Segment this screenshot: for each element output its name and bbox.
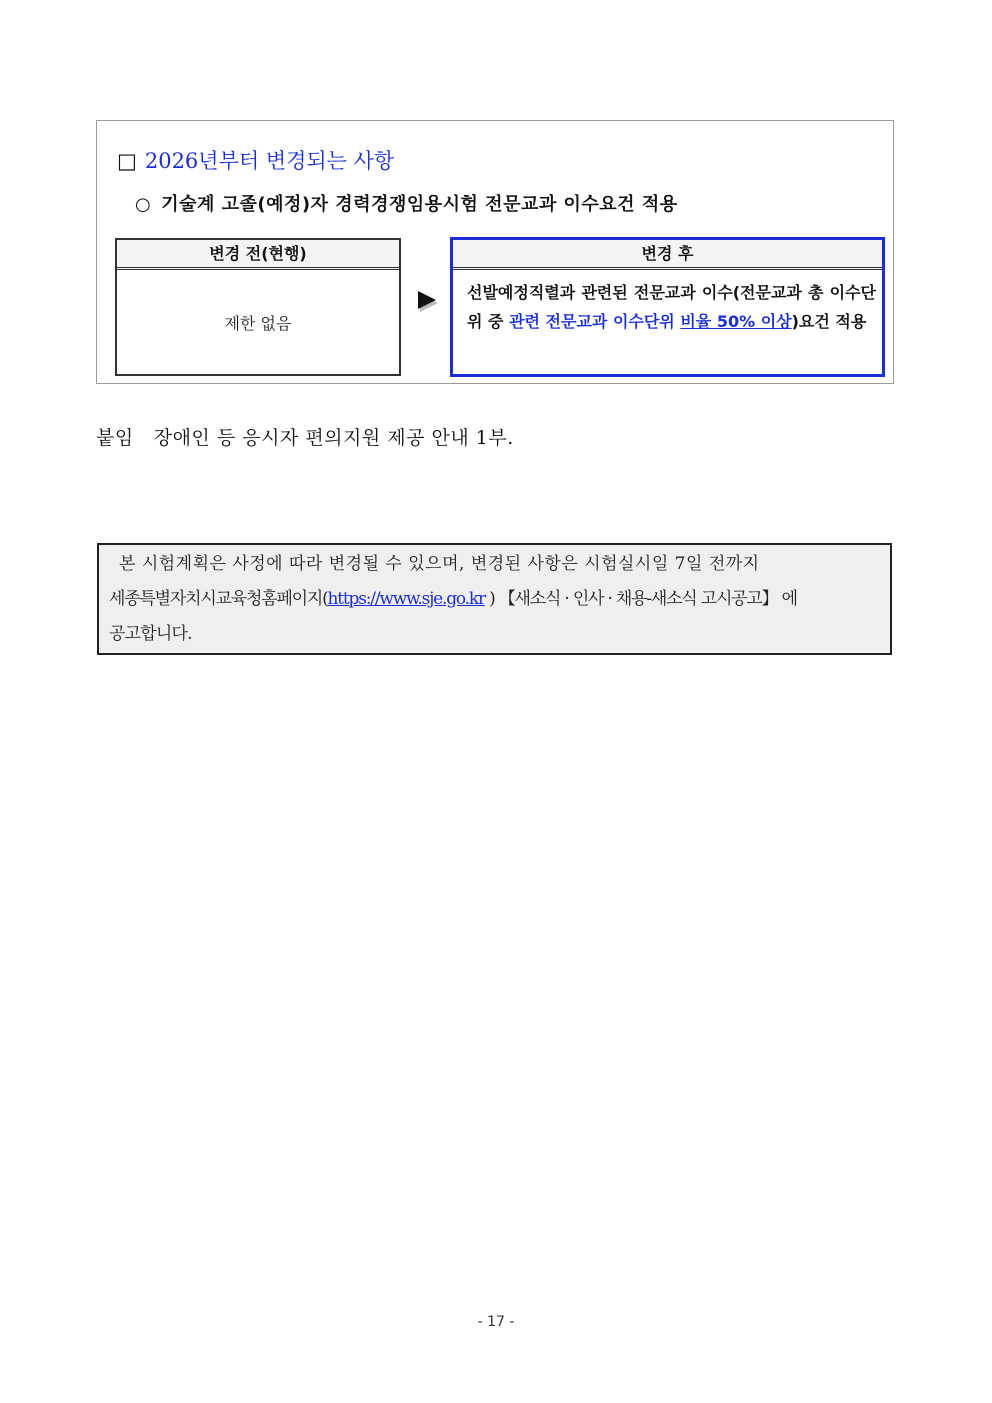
after-change-table <box>450 237 885 377</box>
notice-line-1: 본 시험계획은 사정에 따라 변경될 수 있으며, 변경된 사항은 시험실시일 7일 전까지 <box>119 554 760 574</box>
change-heading-text: 2026년부터 변경되는 사항 <box>144 149 395 173</box>
after-change-header: 변경 후 <box>453 240 882 270</box>
change-subheading <box>135 190 678 216</box>
after-change-ratio: 비율 50% 이상 <box>680 312 792 331</box>
change-heading <box>117 145 394 175</box>
change-summary-box <box>96 120 894 384</box>
change-subheading-text: 기술계 고졸(예정)자 경력경쟁임용시험 전문교과 이수요건 적용 <box>161 194 678 215</box>
before-change-content: 제한 없음 <box>224 313 292 333</box>
notice-line-2 <box>109 582 882 617</box>
after-change-text-2: )요건 적용 <box>791 312 867 331</box>
website-link[interactable]: https://www.sje.go.kr <box>327 589 485 609</box>
notice-line-3: 공고합니다. <box>109 624 192 644</box>
attachment-line <box>96 423 514 450</box>
right-arrow-icon <box>418 291 436 309</box>
page-number: - 17 - <box>477 1314 515 1330</box>
attachment-label: 붙임 <box>96 427 134 449</box>
square-bullet-icon: □ <box>117 149 137 173</box>
notice-line-2-suffix: ) 【새소식 · 인사 · 채용-새소식 고시공고】 에 <box>484 589 797 609</box>
after-change-highlight: 관련 전문교과 이수단위 <box>509 312 681 331</box>
after-change-text-1: 선발예정직렬과 관련된 전문교과 이수(전문교과 총 이수단위 중 <box>467 283 876 331</box>
attachment-text: 장애인 등 응시자 편의지원 제공 안내 1부. <box>153 427 514 449</box>
notice-box <box>97 543 892 655</box>
notice-line-2-prefix: 세종특별자치시교육청홈페이지( <box>109 589 328 609</box>
before-change-header: 변경 전(현행) <box>117 240 399 270</box>
after-change-content <box>453 270 882 336</box>
before-change-table <box>115 238 401 376</box>
circle-bullet-icon: ○ <box>135 194 152 215</box>
